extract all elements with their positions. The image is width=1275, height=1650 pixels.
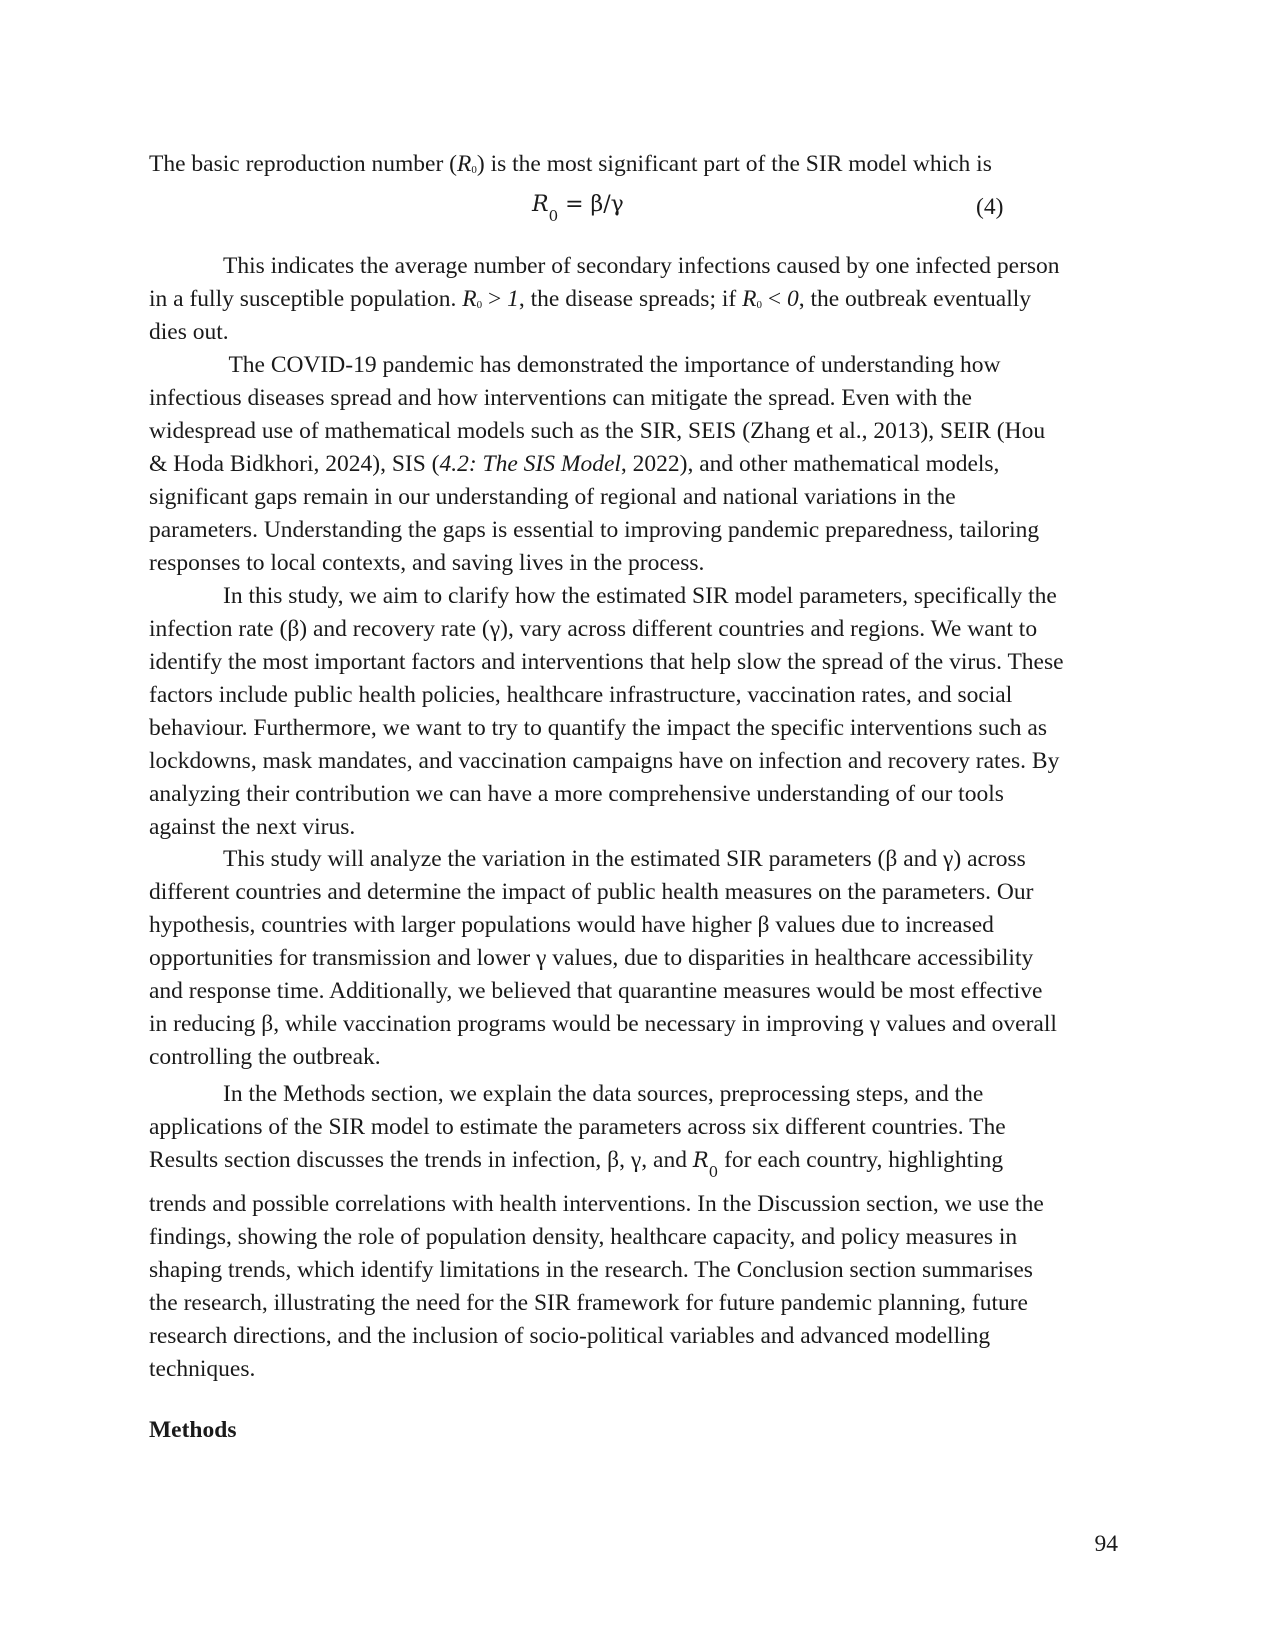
paragraph-3 bbox=[149, 349, 1129, 580]
text-line: shaping trends, which identify limitations in the research. The Conclusion section summarises bbox=[149, 1257, 1033, 1283]
text-line: widespread use of mathematical models such as the SIR, SEIS (Zhang et al., 2013), SEIR (Hou bbox=[149, 418, 1046, 444]
text-line: infection rate (β) and recovery rate (γ), vary across different countries and regions. We want to bbox=[149, 616, 1038, 642]
paragraph-6 bbox=[149, 1078, 1129, 1386]
text-line: applications of the SIR model to estimate the parameters across six different countries. The bbox=[149, 1114, 1006, 1140]
section-heading: Methods bbox=[149, 1417, 237, 1443]
text-line: identify the most important factors and interventions that help slow the spread of the virus. These bbox=[149, 649, 1064, 675]
text-line: and response time. Additionally, we believed that quarantine measures would be most effective bbox=[149, 978, 1043, 1004]
equation-r0 bbox=[532, 192, 624, 225]
text: ) is the most significant part of the SIR model which is bbox=[476, 151, 992, 177]
r0-symbol: R bbox=[457, 151, 472, 177]
text-line: different countries and determine the impact of public health measures on the parameters. Our bbox=[149, 879, 1034, 905]
text: > bbox=[482, 286, 508, 312]
text: & Hoda Bidkhori, 2024), SIS ( bbox=[149, 451, 440, 477]
text-line: analyzing their contribution we can have a more comprehensive understanding of our tools bbox=[149, 781, 1004, 807]
text-line: lockdowns, mask mandates, and vaccination campaigns have on infection and recovery rates. By bbox=[149, 748, 1060, 774]
text-line: against the next virus. bbox=[149, 814, 356, 840]
subscript: 0 bbox=[471, 164, 477, 176]
text-line: This study will analyze the variation in the estimated SIR parameters (β and γ) across bbox=[223, 846, 1026, 872]
text-line: responses to local contexts, and saving lives in the process. bbox=[149, 550, 705, 576]
text-line: hypothesis, countries with larger populations would have higher β values due to increased bbox=[149, 912, 994, 938]
text-line: parameters. Understanding the gaps is essential to improving pandemic preparedness, tailoring bbox=[149, 517, 1040, 543]
equation-number: (4) bbox=[976, 194, 1004, 220]
text-line: This indicates the average number of secondary infections caused by one infected person bbox=[223, 253, 1060, 279]
text-line bbox=[149, 148, 1129, 181]
text-line: research directions, and the inclusion of socio-political variables and advanced modelling bbox=[149, 1323, 991, 1349]
paragraph-5 bbox=[149, 843, 1129, 1074]
page-number: 94 bbox=[1094, 1531, 1118, 1557]
text-line: significant gaps remain in our understanding of regional and national variations in the bbox=[149, 484, 956, 510]
paragraph-4 bbox=[149, 580, 1129, 844]
text-line: opportunities for transmission and lower γ values, due to disparities in healthcare accessibility bbox=[149, 945, 1034, 971]
text: The basic reproduction number ( bbox=[149, 151, 458, 177]
text-line: behaviour. Furthermore, we want to try to quantify the impact the specific interventions such as bbox=[149, 715, 1047, 741]
text-line: in reducing β, while vaccination programs would be necessary in improving γ values and overall bbox=[149, 1011, 1057, 1037]
text-line bbox=[149, 448, 1129, 481]
subscript: 0 bbox=[476, 299, 483, 311]
subscript: 0 bbox=[756, 299, 762, 311]
text-line bbox=[149, 1144, 1129, 1181]
text-line: findings, showing the role of population density, healthcare capacity, and policy measures in bbox=[149, 1224, 1018, 1250]
r0-symbol: R bbox=[462, 286, 477, 312]
text-line bbox=[149, 283, 1129, 316]
text: , the outbreak eventually bbox=[798, 286, 1032, 312]
r0-symbol: R bbox=[692, 1148, 709, 1172]
text-line: trends and possible correlations with health interventions. In the Discussion section, we use the bbox=[149, 1191, 1044, 1217]
text-line: infectious diseases spread and how interventions can mitigate the spread. Even with the bbox=[149, 385, 972, 411]
subscript: 0 bbox=[708, 1163, 719, 1181]
eq-lhs: R bbox=[532, 192, 549, 217]
eq-sub: 0 bbox=[548, 207, 559, 225]
text-line: In this study, we aim to clarify how the estimated SIR model parameters, specifically the bbox=[223, 583, 1057, 609]
text: for each country, highlighting bbox=[718, 1147, 1004, 1173]
text: , 2022), and other mathematical models, bbox=[620, 451, 1000, 477]
text-line: The COVID-19 pandemic has demonstrated the importance of understanding how bbox=[223, 352, 1001, 378]
text: , the disease spreads; if bbox=[518, 286, 743, 312]
paragraph-intro bbox=[149, 148, 1129, 181]
text-line: In the Methods section, we explain the data sources, preprocessing steps, and the bbox=[223, 1081, 984, 1107]
eq-rhs: = β/γ bbox=[558, 192, 624, 217]
text: in a fully susceptible population. bbox=[149, 286, 463, 312]
text-line: techniques. bbox=[149, 1356, 256, 1382]
r0-symbol: R bbox=[742, 286, 757, 312]
text-line: controlling the outbreak. bbox=[149, 1044, 381, 1070]
text: 1 bbox=[507, 286, 519, 312]
text-line: dies out. bbox=[149, 319, 229, 345]
text: 0 bbox=[786, 286, 799, 312]
text: < bbox=[761, 286, 787, 312]
citation-title: 4.2: The SIS Model bbox=[439, 451, 621, 477]
text-line: factors include public health policies, healthcare infrastructure, vaccination rates, and social bbox=[149, 682, 1013, 708]
text-line: the research, illustrating the need for the SIR framework for future pandemic planning, future bbox=[149, 1290, 1028, 1316]
text: Results section discusses the trends in infection, β, γ, and bbox=[149, 1147, 693, 1173]
paragraph-2 bbox=[149, 250, 1129, 349]
